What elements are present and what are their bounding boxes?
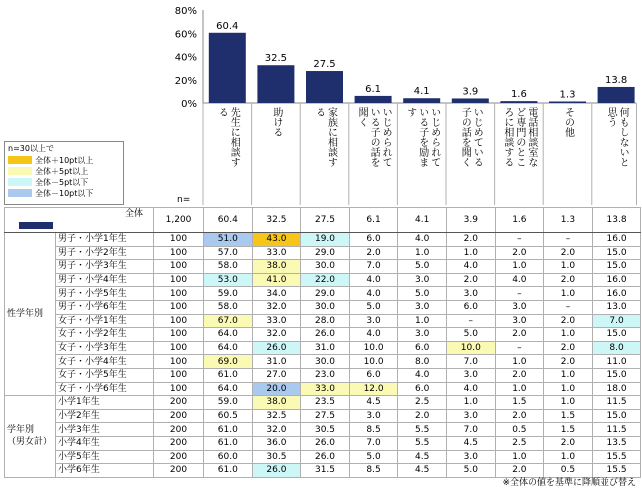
- row-label: 男子・小学6年生: [56, 300, 154, 314]
- value-cell: 1.0: [495, 450, 544, 464]
- value-cell: 36.0: [252, 436, 301, 450]
- legend-item-minus10: [8, 188, 93, 198]
- value-cell: 27.0: [252, 368, 301, 382]
- value-cell: 2.0: [446, 233, 495, 247]
- row-label: 小学1年生: [56, 396, 154, 410]
- bar: [355, 96, 392, 103]
- value-cell: 3.0: [446, 409, 495, 423]
- value-cell: 26.0: [252, 464, 301, 478]
- value-cell: 4.0: [349, 328, 398, 342]
- legend: [4, 141, 124, 205]
- value-cell: 4.5: [398, 464, 447, 478]
- table-row: [5, 355, 641, 369]
- table-row: [5, 273, 641, 287]
- value-cell: 29.0: [301, 246, 350, 260]
- n-cell: 200: [154, 409, 204, 423]
- value-cell: 23.5: [301, 396, 350, 410]
- y-tick-label: 0%: [181, 99, 197, 110]
- value-cell: 15.0: [592, 246, 641, 260]
- y-tick-label: 20%: [174, 75, 197, 87]
- legend-item-plus5: [8, 166, 88, 176]
- bar-value-label: 60.4: [216, 20, 239, 32]
- value-cell: 2.0: [495, 246, 544, 260]
- value-cell: 61.0: [204, 436, 253, 450]
- table-row: [5, 314, 641, 328]
- row-label: 男子・小学4年生: [56, 273, 154, 287]
- value-cell: 64.0: [204, 328, 253, 342]
- value-cell: 28.0: [301, 314, 350, 328]
- value-cell: 59.0: [204, 396, 253, 410]
- row-label: 女子・小学5年生: [56, 368, 154, 382]
- value-cell: 1.3: [544, 208, 593, 233]
- value-cell: 1.6: [495, 208, 544, 233]
- value-cell: 3.0: [446, 368, 495, 382]
- value-cell: 6.1: [349, 208, 398, 233]
- value-cell: 10.0: [446, 341, 495, 355]
- value-cell: 51.0: [204, 233, 253, 247]
- n-cell: 100: [154, 368, 204, 382]
- value-cell: 7.0: [446, 423, 495, 437]
- value-cell: 32.5: [252, 409, 301, 423]
- table-row: [5, 233, 641, 247]
- value-cell: 57.0: [204, 246, 253, 260]
- value-cell: 2.0: [544, 341, 593, 355]
- value-cell: 2.0: [544, 273, 593, 287]
- value-cell: 43.0: [252, 233, 301, 247]
- value-cell: 4.0: [349, 287, 398, 301]
- bar-value-label: 6.1: [365, 83, 382, 95]
- bar: [598, 87, 635, 103]
- value-cell: 60.4: [204, 208, 253, 233]
- table-row-total: [5, 208, 641, 233]
- value-cell: 6.0: [349, 233, 398, 247]
- value-cell: 60.0: [204, 450, 253, 464]
- value-cell: 4.0: [398, 233, 447, 247]
- value-cell: 1.0: [495, 382, 544, 396]
- table-row: [5, 341, 641, 355]
- table-row: [5, 436, 641, 450]
- value-cell: 3.0: [446, 450, 495, 464]
- value-cell: 26.0: [301, 450, 350, 464]
- value-cell: 11.5: [592, 396, 641, 410]
- value-cell: 15.0: [592, 328, 641, 342]
- row-label: [5, 208, 154, 233]
- value-cell: 32.0: [252, 423, 301, 437]
- bar-value-label: 4.1: [413, 86, 430, 98]
- value-cell: –: [495, 287, 544, 301]
- category-label: 電話相談室な ど専門のとこ ろに相談する: [501, 107, 537, 167]
- value-cell: 4.5: [446, 436, 495, 450]
- legend-label: 全体＋5pt以上: [35, 166, 89, 176]
- value-cell: 5.0: [349, 450, 398, 464]
- value-cell: 2.0: [349, 246, 398, 260]
- value-cell: 1.5: [544, 423, 593, 437]
- value-cell: 31.0: [301, 341, 350, 355]
- bar: [452, 98, 489, 103]
- value-cell: 15.0: [592, 409, 641, 423]
- value-cell: 3.0: [398, 300, 447, 314]
- value-cell: 2.0: [495, 368, 544, 382]
- value-cell: 5.0: [349, 300, 398, 314]
- value-cell: 11.0: [592, 355, 641, 369]
- n-cell: 100: [154, 233, 204, 247]
- row-label: 男子・小学3年生: [56, 260, 154, 274]
- bar: [500, 101, 537, 103]
- bar-value-label: 1.3: [559, 89, 576, 101]
- group-label-text: 学年別: [7, 425, 35, 436]
- value-cell: 59.0: [204, 287, 253, 301]
- row-label-text: 全体: [125, 209, 144, 219]
- n-cell: 100: [154, 355, 204, 369]
- n-cell: 100: [154, 273, 204, 287]
- legend-swatch: [8, 167, 32, 175]
- value-cell: –: [544, 300, 593, 314]
- y-tick-label: 40%: [174, 52, 197, 64]
- value-cell: 2.0: [544, 355, 593, 369]
- value-cell: 15.5: [592, 450, 641, 464]
- value-cell: 1.0: [544, 450, 593, 464]
- value-cell: 3.0: [349, 314, 398, 328]
- value-cell: 1.0: [544, 260, 593, 274]
- value-cell: 16.0: [592, 273, 641, 287]
- n-cell: 100: [154, 260, 204, 274]
- value-cell: 69.0: [204, 355, 253, 369]
- value-cell: 4.0: [446, 382, 495, 396]
- value-cell: –: [544, 233, 593, 247]
- row-label: 小学3年生: [56, 423, 154, 437]
- n-cell: 200: [154, 436, 204, 450]
- value-cell: 38.0: [252, 396, 301, 410]
- table-row: [5, 260, 641, 274]
- n-label: n=: [177, 195, 191, 205]
- value-cell: 38.0: [252, 260, 301, 274]
- value-cell: 1.0: [544, 328, 593, 342]
- n-cell: 200: [154, 450, 204, 464]
- value-cell: 2.5: [495, 436, 544, 450]
- value-cell: 30.5: [252, 450, 301, 464]
- value-cell: 33.0: [252, 314, 301, 328]
- value-cell: 26.0: [301, 436, 350, 450]
- value-cell: 30.0: [301, 355, 350, 369]
- n-cell: 100: [154, 314, 204, 328]
- group-label: [5, 396, 56, 478]
- n-cell: 1,200: [154, 208, 204, 233]
- value-cell: 64.0: [204, 341, 253, 355]
- category-label: いじめられて いる子の話を 聞く: [356, 107, 392, 167]
- value-cell: 60.5: [204, 409, 253, 423]
- value-cell: 1.5: [544, 409, 593, 423]
- bar: [403, 98, 440, 103]
- legend-swatch: [8, 178, 32, 186]
- bar-value-label: 32.5: [264, 53, 288, 65]
- value-cell: 4.0: [349, 273, 398, 287]
- value-cell: 3.0: [446, 287, 495, 301]
- value-cell: –: [446, 314, 495, 328]
- value-cell: 32.0: [252, 328, 301, 342]
- value-cell: 3.0: [495, 314, 544, 328]
- value-cell: 7.0: [349, 436, 398, 450]
- value-cell: 30.5: [301, 423, 350, 437]
- value-cell: 5.0: [398, 260, 447, 274]
- value-cell: 15.0: [592, 260, 641, 274]
- value-cell: 5.0: [446, 464, 495, 478]
- category-label: 助ける: [270, 107, 282, 137]
- value-cell: 3.0: [349, 409, 398, 423]
- legend-item-minus5: [8, 177, 88, 187]
- value-cell: 2.0: [398, 409, 447, 423]
- value-cell: 2.5: [398, 396, 447, 410]
- bar: [257, 65, 294, 103]
- category-label: 家族に相談す る: [313, 107, 337, 167]
- value-cell: 53.0: [204, 273, 253, 287]
- value-cell: 4.5: [398, 450, 447, 464]
- value-cell: 4.0: [398, 368, 447, 382]
- value-cell: 3.0: [495, 300, 544, 314]
- value-cell: 8.0: [398, 355, 447, 369]
- table-row: [5, 409, 641, 423]
- value-cell: 26.0: [252, 341, 301, 355]
- data-table: [4, 207, 641, 478]
- row-label: 小学2年生: [56, 409, 154, 423]
- value-cell: 2.0: [495, 328, 544, 342]
- value-cell: 1.0: [495, 260, 544, 274]
- value-cell: –: [495, 341, 544, 355]
- value-cell: 22.0: [301, 273, 350, 287]
- n-cell: 200: [154, 396, 204, 410]
- group-label: [5, 233, 56, 396]
- table-row: [5, 328, 641, 342]
- legend-title: n=30以上で: [8, 144, 54, 153]
- table-row: [5, 396, 641, 410]
- value-cell: 61.0: [204, 368, 253, 382]
- value-cell: 0.5: [495, 423, 544, 437]
- row-label: 女子・小学1年生: [56, 314, 154, 328]
- value-cell: 6.0: [446, 300, 495, 314]
- value-cell: 34.0: [252, 287, 301, 301]
- value-cell: 4.0: [446, 260, 495, 274]
- value-cell: 30.0: [301, 300, 350, 314]
- value-cell: 1.0: [544, 368, 593, 382]
- value-cell: 7.0: [349, 260, 398, 274]
- bar: [549, 101, 586, 103]
- value-cell: 5.5: [398, 423, 447, 437]
- value-cell: 16.0: [592, 287, 641, 301]
- value-cell: 2.0: [495, 409, 544, 423]
- value-cell: 33.0: [301, 382, 350, 396]
- group-label-text: （男女計）: [7, 437, 53, 448]
- bar-value-label: 27.5: [313, 59, 336, 71]
- value-cell: 2.0: [544, 314, 593, 328]
- category-label: いじめている 子の話を聞く: [459, 107, 483, 167]
- row-label: 女子・小学3年生: [56, 341, 154, 355]
- row-label: 男子・小学2年生: [56, 246, 154, 260]
- value-cell: 5.0: [446, 328, 495, 342]
- table-row: [5, 368, 641, 382]
- bar: [209, 33, 246, 103]
- bar-value-label: 13.8: [604, 74, 628, 86]
- value-cell: 3.9: [446, 208, 495, 233]
- value-cell: 4.5: [349, 396, 398, 410]
- value-cell: 8.0: [592, 341, 641, 355]
- legend-swatch: [8, 156, 32, 164]
- value-cell: 11.5: [592, 423, 641, 437]
- n-cell: 200: [154, 464, 204, 478]
- value-cell: 2.0: [544, 246, 593, 260]
- value-cell: 41.0: [252, 273, 301, 287]
- footnote: ※全体の値を基準に降順並び替え: [502, 478, 636, 488]
- row-label: 女子・小学4年生: [56, 355, 154, 369]
- value-cell: 6.0: [349, 368, 398, 382]
- value-cell: 20.0: [252, 382, 301, 396]
- value-cell: 1.0: [398, 314, 447, 328]
- value-cell: 4.1: [398, 208, 447, 233]
- row-label: 女子・小学2年生: [56, 328, 154, 342]
- value-cell: 27.5: [301, 208, 350, 233]
- legend-label: 全体－5pt以下: [35, 177, 89, 187]
- table-row: [5, 300, 641, 314]
- value-cell: 10.0: [349, 341, 398, 355]
- value-cell: 26.0: [301, 328, 350, 342]
- value-cell: 1.0: [446, 396, 495, 410]
- n-cell: 100: [154, 300, 204, 314]
- value-cell: 10.0: [349, 355, 398, 369]
- value-cell: 31.0: [252, 355, 301, 369]
- category-label: いじめられて いる子を励ま す: [404, 107, 440, 167]
- row-label: 小学4年生: [56, 436, 154, 450]
- value-cell: 8.5: [349, 464, 398, 478]
- table-row: [5, 382, 641, 396]
- value-cell: 5.0: [398, 287, 447, 301]
- value-cell: 0.5: [544, 464, 593, 478]
- value-cell: 6.0: [398, 341, 447, 355]
- value-cell: 2.0: [544, 436, 593, 450]
- value-cell: 1.0: [544, 396, 593, 410]
- legend-label: 全体－10pt以下: [35, 188, 94, 198]
- value-cell: 33.0: [252, 246, 301, 260]
- n-cell: 100: [154, 341, 204, 355]
- table-row: [5, 423, 641, 437]
- value-cell: 61.0: [204, 423, 253, 437]
- table-row: [5, 450, 641, 464]
- n-cell: 200: [154, 423, 204, 437]
- bar: [306, 71, 343, 103]
- row-label: 男子・小学1年生: [56, 233, 154, 247]
- row-label: 小学6年生: [56, 464, 154, 478]
- value-cell: 29.0: [301, 287, 350, 301]
- value-cell: 12.0: [349, 382, 398, 396]
- value-cell: 30.0: [301, 260, 350, 274]
- value-cell: 32.0: [252, 300, 301, 314]
- legend-swatch: [8, 189, 32, 197]
- legend-label: 全体＋10pt以上: [35, 155, 94, 165]
- bar-value-label: 1.6: [510, 89, 527, 101]
- category-label: 先生に相談す る: [216, 107, 240, 167]
- value-cell: 18.0: [592, 382, 641, 396]
- row-label: 男子・小学5年生: [56, 287, 154, 301]
- value-cell: 1.0: [495, 355, 544, 369]
- value-cell: 31.5: [301, 464, 350, 478]
- row-label: 小学5年生: [56, 450, 154, 464]
- y-tick-label: 80%: [174, 6, 197, 17]
- value-cell: 15.5: [592, 464, 641, 478]
- n-cell: 100: [154, 328, 204, 342]
- category-label: その他: [562, 107, 574, 137]
- value-cell: 61.0: [204, 464, 253, 478]
- total-bar-swatch: [19, 222, 53, 229]
- value-cell: 2.0: [495, 464, 544, 478]
- value-cell: 16.0: [592, 233, 641, 247]
- n-cell: 100: [154, 246, 204, 260]
- category-label: 何もしないと 思う: [605, 107, 629, 167]
- n-cell: 100: [154, 287, 204, 301]
- value-cell: 27.5: [301, 409, 350, 423]
- value-cell: 1.0: [398, 246, 447, 260]
- value-cell: 15.0: [592, 368, 641, 382]
- value-cell: 2.0: [446, 273, 495, 287]
- value-cell: 64.0: [204, 382, 253, 396]
- value-cell: 19.0: [301, 233, 350, 247]
- value-cell: 8.5: [349, 423, 398, 437]
- value-cell: 3.0: [398, 273, 447, 287]
- value-cell: 1.0: [446, 246, 495, 260]
- n-cell: 100: [154, 382, 204, 396]
- value-cell: 58.0: [204, 300, 253, 314]
- group-label-text: 性学年別: [7, 309, 44, 320]
- value-cell: 67.0: [204, 314, 253, 328]
- value-cell: 5.5: [398, 436, 447, 450]
- value-cell: 23.0: [301, 368, 350, 382]
- value-cell: 13.0: [592, 300, 641, 314]
- value-cell: 4.0: [495, 273, 544, 287]
- legend-item-plus10: [8, 155, 93, 165]
- table-row: [5, 287, 641, 301]
- table-row: [5, 246, 641, 260]
- value-cell: 1.0: [544, 287, 593, 301]
- bar-value-label: 3.9: [462, 86, 479, 98]
- y-tick-label: 60%: [174, 29, 197, 41]
- value-cell: 13.8: [592, 208, 641, 233]
- value-cell: 6.0: [398, 382, 447, 396]
- row-label: 女子・小学6年生: [56, 382, 154, 396]
- value-cell: 1.5: [495, 396, 544, 410]
- value-cell: 32.5: [252, 208, 301, 233]
- value-cell: –: [495, 233, 544, 247]
- value-cell: 13.5: [592, 436, 641, 450]
- value-cell: 58.0: [204, 260, 253, 274]
- value-cell: 7.0: [592, 314, 641, 328]
- value-cell: 3.0: [398, 328, 447, 342]
- value-cell: 7.0: [446, 355, 495, 369]
- value-cell: 1.0: [544, 382, 593, 396]
